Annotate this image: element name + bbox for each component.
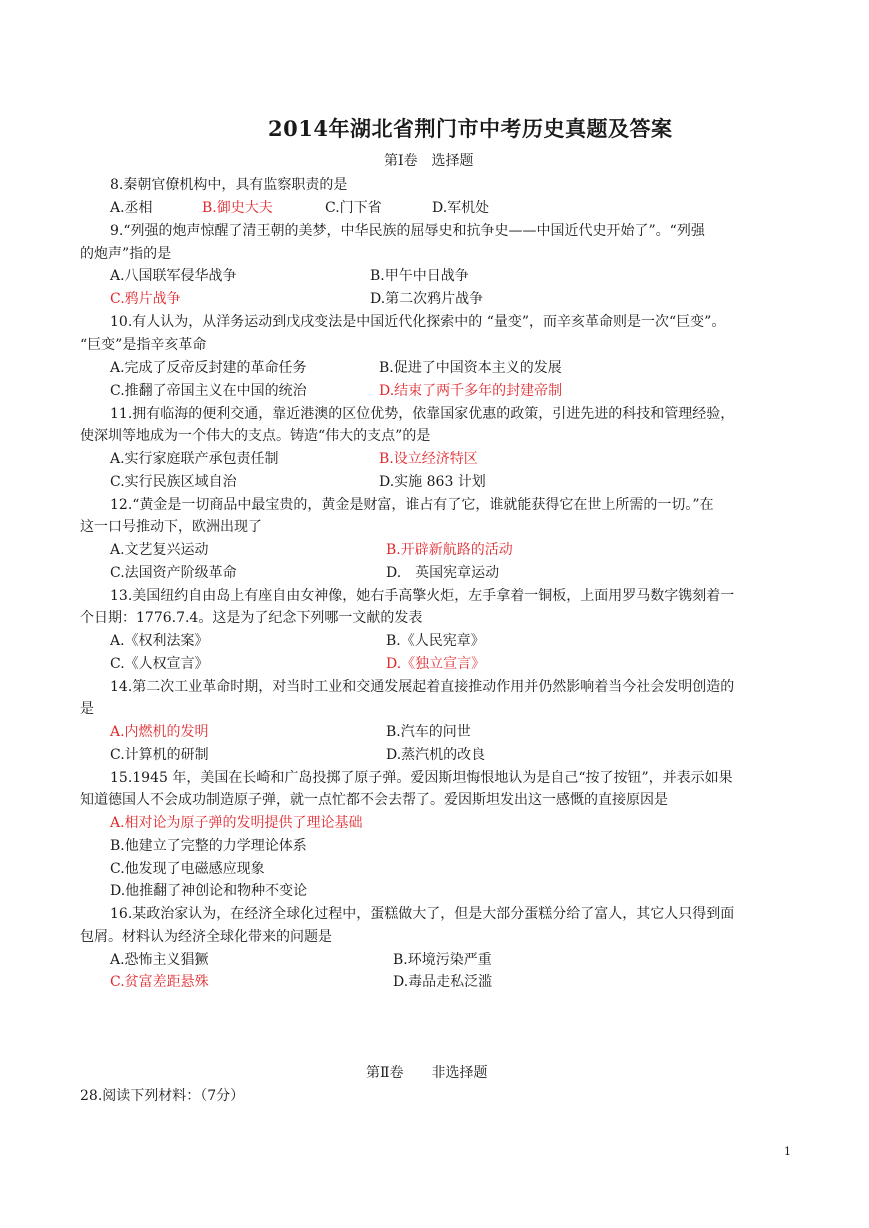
q16-option-c-answer: C.贫富差距悬殊 xyxy=(110,974,209,990)
q14-option-d: D.蒸汽机的改良 xyxy=(386,747,486,763)
q15-stem-line2: 知道德国人不会成功制造原子弹，就一点忙都不会去帮了。爱因斯坦发出这一感慨的直接原因是 xyxy=(80,792,668,808)
q16-stem-line1: 16.某政治家认为，在经济全球化过程中，蛋糕做大了，但是大部分蛋糕分给了富人，其它人只得到面 xyxy=(110,906,735,922)
q11-option-b-answer: B.设立经济特区 xyxy=(379,451,478,467)
q10-stem-line2: “巨变”是指辛亥革命 xyxy=(80,337,207,353)
q13-stem-line1: 13.美国纽约自由岛上有座自由女神像，她右手高擎火炬，左手拿着一铜板，上面用罗马数字镌刻着一 xyxy=(110,588,735,604)
q11-stem-line2: 使深圳等地成为一个伟大的支点。铸造“伟大的支点”的是 xyxy=(80,428,431,444)
section-1-heading: 第Ⅰ卷 选择题 xyxy=(384,153,474,169)
q10-option-c: C.推翻了帝国主义在中国的统治 xyxy=(110,383,307,399)
q11-option-a: A.实行家庭联产承包责任制 xyxy=(110,451,279,467)
q16-option-d: D.毒品走私泛滥 xyxy=(393,974,493,990)
q15-option-a-answer: A.相对论为原子弹的发明提供了理论基础 xyxy=(110,815,363,831)
q13-option-a: A.《权利法案》 xyxy=(110,633,209,649)
q12-stem-line2: 这一口号推动下，欧洲出现了 xyxy=(80,519,262,535)
q8-option-c: C.门下省 xyxy=(325,200,382,216)
q12-stem-line1: 12.“黄金是一切商品中最宝贵的，黄金是财富，谁占有了它，谁就能获得它在世上所需的一切。”在 xyxy=(110,497,714,513)
q12-option-c: C.法国资产阶级革命 xyxy=(110,565,237,581)
q14-stem-line2: 是 xyxy=(80,701,94,717)
q15-option-d: D.他推翻了神创论和物种不变论 xyxy=(110,883,308,899)
q8-option-d: D.军机处 xyxy=(432,200,490,216)
q13-option-c: C.《人权宣言》 xyxy=(110,656,209,672)
q15-option-c: C.他发现了电磁感应现象 xyxy=(110,861,265,877)
q9-option-c-answer: C.鸦片战争 xyxy=(110,291,181,307)
q14-option-b: B.汽车的问世 xyxy=(386,724,471,740)
q14-option-c: C.计算机的研制 xyxy=(110,747,209,763)
page-number: 1 xyxy=(784,1145,791,1158)
q11-option-c: C.实行民族区域自治 xyxy=(110,474,237,490)
q8-option-b-answer: B.御史大夫 xyxy=(202,200,273,216)
q10-option-d-answer: D.结束了两千多年的封建帝制 xyxy=(379,383,563,399)
q9-stem-line1: 9.“列强的炮声惊醒了清王朝的美梦，中华民族的屈辱史和抗争史——中国近代史开始了”。“列强 xyxy=(110,223,705,239)
q10-option-a: A.完成了反帝反封建的革命任务 xyxy=(110,360,307,376)
q16-stem-line2: 包屑。材料认为经济全球化带来的问题是 xyxy=(80,929,332,945)
q28-stem: 28.阅读下列材料：（7分） xyxy=(80,1088,245,1104)
q16-option-b: B.环境污染严重 xyxy=(393,952,492,968)
q9-option-b: B.甲午中日战争 xyxy=(370,268,469,284)
q14-stem-line1: 14.第二次工业革命时期，对当时工业和交通发展起着直接推动作用并仍然影响着当今社会发明创造的 xyxy=(110,679,735,695)
q12-option-a: A.文艺复兴运动 xyxy=(110,542,209,558)
q10-stem-line1: 10.有人认为，从洋务运动到戊戌变法是中国近代化探索中的 “量变”，而辛亥革命则是一次“巨变”。 xyxy=(110,314,726,330)
q13-stem-line2: 个日期：1776.7.4。这是为了纪念下列哪一文献的发表 xyxy=(80,610,423,626)
q13-option-d-answer: D.《独立宣言》 xyxy=(386,656,486,672)
q11-stem-line1: 11.拥有临海的便利交通，靠近港澳的区位优势，依靠国家优惠的政策，引进先进的科技和管理经验， xyxy=(110,406,735,422)
section-2-heading: 第Ⅱ卷 非选择题 xyxy=(366,1065,488,1081)
q9-stem-line2: 的炮声”指的是 xyxy=(80,246,172,262)
q8-stem: 8.秦朝官僚机构中，具有监察职责的是 xyxy=(110,177,348,193)
q16-option-a: A.恐怖主义猖獗 xyxy=(110,952,209,968)
q14-option-a-answer: A.内燃机的发明 xyxy=(110,724,209,740)
q12-option-d: D. 英国宪章运动 xyxy=(386,565,500,581)
q10-option-b: B.促进了中国资本主义的发展 xyxy=(379,360,562,376)
q9-option-a: A.八国联军侵华战争 xyxy=(110,268,237,284)
q12-option-b-answer: B.开辟新航路的活动 xyxy=(386,542,513,558)
q13-option-b: B.《人民宪章》 xyxy=(386,633,485,649)
q15-stem-line1: 15.1945 年，美国在长崎和广岛投掷了原子弹。爱因斯坦悔恨地认为是自己“按了按钮”，并表示如果 xyxy=(110,770,733,786)
q15-option-b: B.他建立了完整的力学理论体系 xyxy=(110,838,307,854)
q11-option-d: D.实施 863 计划 xyxy=(379,474,486,490)
page-title: 2014年湖北省荆门市中考历史真题及答案 xyxy=(268,116,673,141)
q9-option-d: D.第二次鸦片战争 xyxy=(370,291,484,307)
q8-option-a: A.丞相 xyxy=(110,200,153,216)
